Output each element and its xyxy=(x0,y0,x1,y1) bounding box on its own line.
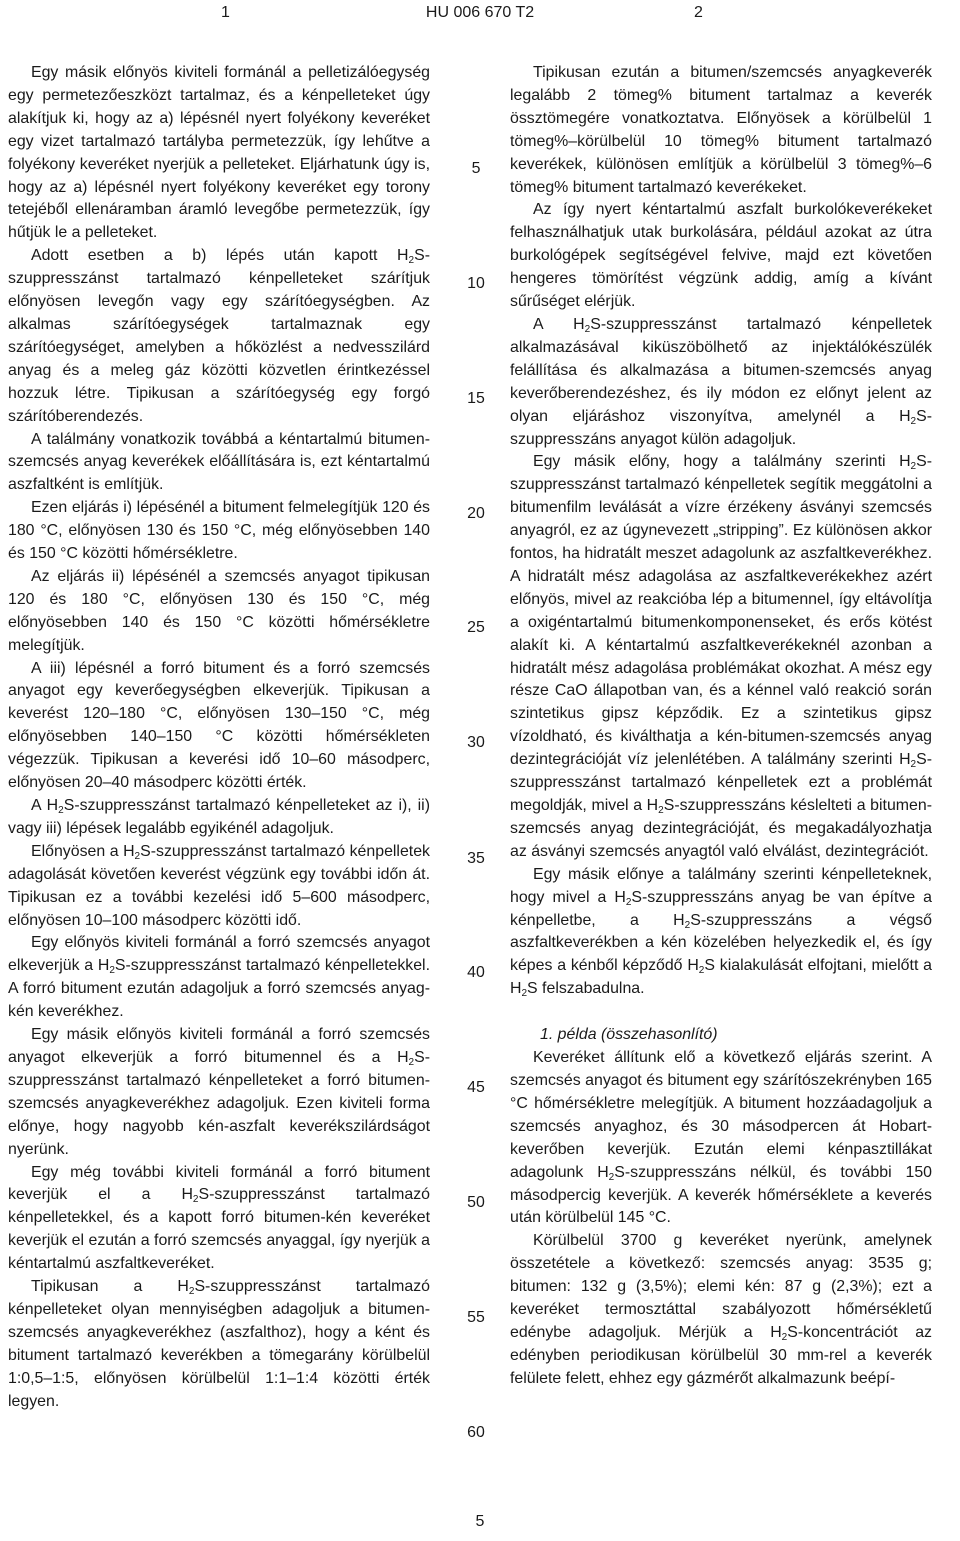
left-paragraph: Egy még további kiviteli formánál a forró bitument keverjük el a $H_2S$-szuppresszánst tartalmazó kénpelletekkel, és a kapott forró bitumen-kén keveréket keverjük el ezután a forró szemcsés anyaggal, így nyerjük a kéntartalmú aszfaltkeveréket. xyxy=(8,1163,430,1273)
example-heading: 1. példa (összehasonlító) xyxy=(540,1026,718,1044)
subscript-2: 2 xyxy=(910,461,917,473)
line-number: 50 xyxy=(467,1194,485,1211)
right-paragraph: Egy másik előny, hogy a találmány szerinti $H_2S$-szuppresszánst tartalmazó kénpelletek segítik meggátolni a bitumenfilm leválását a vízre érzékeny ásványi szemcsés anyagról, ez az úgynevezett „stripping”. Ez különösen akkor fontos, ha hidratált meszet adagolunk az aszfaltkeverékhez. A hidratált mész adagolása az aszfaltkeverékekhez azért előnyös, mivel az reakcióba lép a bitumennel, így eltávolítja a oxigéntartalmú bitumenkomponenseket, és erős kötést alakít ki. A kéntartalmú aszfaltkeverékeknél azonban a hidratált mész adagolása problémákat okozhat. A mész egy része CaO állapotban van, és a kénnel való reakció során szintetikus gipsz képződik. Ez a szintetikus gipsz vízoldható, és kiválthatja a kén-bitumen-szemcsés anyag dezintegrációját víz jelenlétében. A találmány szerinti $H_2S$-szuppresszánst tartalmazó kénpelletek ezt a problémát megoldják, mivel a $H_2S$-szuppresszáns késlelteti a bitumen-szemcsés anyag dezintegrációját, és megakadályozhatja az ásványi szemcsés anyagtól való elválást, dezintegrációt. xyxy=(510,453,932,860)
left-paragraph: Ezen eljárás i) lépésénél a bitument felmelegítjük 120 és 180 °C, előnyösen 130 és 150 °C, még előnyösebben 140 és 150 °C közötti hőmérsékletre. xyxy=(8,499,430,563)
subscript-2: 2 xyxy=(58,805,64,816)
page-header xyxy=(0,4,960,30)
right-paragraph: Körülbelül 3700 g keveréket nyerünk, amelynek összetétele a következő: szemcsés anyag: 3535 g; bitumen: 132 g (3,5%); elemi kén: 87 g (2,3%); ezt a keveréket termosztáttal szabályozott hőmérsékletű edénybe adagoljuk. Mérjük a $H_2S$-koncentrációt az edényben periodikusan körülbelül 30 mm-rel a keverék felülete felett, ehhez egy gázmérőt alkalmazunk beépí- xyxy=(510,1232,932,1387)
line-number: 5 xyxy=(471,160,481,177)
line-number: 55 xyxy=(467,1309,485,1326)
subscript-2: 2 xyxy=(781,1331,788,1343)
line-number: 35 xyxy=(467,850,485,867)
left-paragraph: Adott esetben a b) lépés után kapott $H_2S$-szuppresszánst tartalmazó kénpelleteket szárítjuk előnyösen levegőn vagy egy szárítóegységben. Az alkalmas szárítóegységek tartalmaznak egy szárítóegységet, amelyben a hőközlést a nedvesszilárd anyag és a meleg gáz közötti közvetlen érintkezéssel hozzuk létre. Tipikusan a szárítóegység egy forgó szárítóberendezés. xyxy=(8,247,430,425)
line-number: 30 xyxy=(467,734,485,751)
left-paragraph: Egy másik előnyös kiviteli formánál a forró szemcsés anyagot elkeverjük a forró bitumennel és a $H_2S$-szuppresszánst tartalmazó kénpelleteket a forró bitumen-szemcsés anyagkeverékhez adagoljuk. Ezen kiviteli forma előnye, hogy nagyobb kén-aszfalt keverékszilárdságot nyerünk. xyxy=(8,1026,430,1158)
line-number: 20 xyxy=(467,505,485,522)
line-number: 10 xyxy=(467,275,485,292)
right-paragraph: Tipikusan ezután a bitumen/szemcsés anyagkeverék legalább 2 tömeg% bitument tartalmaz a keverék össztömegére vonatkoztatva. Előnyösek a körülbelül 1 tömeg%–körülbelül 10 tömeg% bitument tartalmazó keverékek, különösen említjük a körülbelül 3 tömeg%–6 tömeg% bitument tartalmazó keverékeket. xyxy=(510,64,932,196)
left-paragraph: Tipikusan a $H_2S$-szuppresszánst tartalmazó kénpelleteket olyan mennyiségben adagoljuk a bitumen-szemcsés anyagkeverékhez (aszfalthoz), hogy a ként és bitument tartalmazó keverékben a tömegarány körülbelül 1:0,5–1:5, előnyösen körülbelül 1:1–1:4 közötti érték legyen. xyxy=(8,1278,430,1410)
subscript-2: 2 xyxy=(658,805,664,816)
subscript-2: 2 xyxy=(188,1286,195,1298)
left-paragraph: A iii) lépésnél a forró bitument és a forró szemcsés anyagot egy keverőegységben elkeverjük. Tipikusan a keverést 120–180 °C, előnyösen 130–150 °C, még előnyösebben 140–150 °C közötti hőmérsékleten végezzük. Tipikusan a keverési idő 10–60 másodperc, előnyösen 20–40 másodperc közötti érték. xyxy=(8,659,430,792)
left-paragraph: A találmány vonatkozik továbbá a kéntartalmú bitumen-szemcsés anyag keverékek előállítására is, ezt kéntartalmú aszfaltként is említjük. xyxy=(8,430,430,494)
right-column xyxy=(510,62,932,1391)
left-paragraph: Előnyösen a $H_2S$-szuppresszánst tartalmazó kénpelletek adagolását követően keverést végzünk egy további időn át. Tipikusan ez a további kezelési idő 5–600 másodperc, előnyösen 10–100 másodperc közötti idő. xyxy=(8,842,430,929)
subscript-2: 2 xyxy=(521,988,528,1000)
left-paragraph: A $H_2S$-szuppresszánst tartalmazó kénpelleteket az i), ii) vagy iii) lépések legalább egyikénél adagoljuk. xyxy=(8,797,430,837)
subscript-2: 2 xyxy=(192,1194,199,1206)
subscript-2: 2 xyxy=(584,323,591,335)
subscript-2: 2 xyxy=(408,1056,415,1068)
subscript-2: 2 xyxy=(625,896,632,908)
line-number: 40 xyxy=(467,964,485,981)
left-page-number: 1 xyxy=(221,4,230,21)
right-paragraph: A $H_2S$-szuppresszánst tartalmazó kénpelletek alkalmazásával kiküszöbölhető az injektálókészülék felállítása és alkalmazása a bitumen-szemcsés anyag keverőberendezéshez, és ily módon ez előnyt jelent az olyan eljáráshoz viszonyítva, amelynél a $H_2S$-szuppresszáns anyagot külön adagoljuk. xyxy=(510,315,932,448)
line-number: 45 xyxy=(467,1079,485,1096)
subscript-2: 2 xyxy=(910,759,917,771)
document-number: HU 006 670 T2 xyxy=(425,4,535,21)
right-paragraph: Egy másik előnye a találmány szerinti kénpelleteknek, hogy mivel a $H_2S$-szuppresszáns anyag be van építve a kénpelletbe, a $H_2S$-szuppresszáns a végső aszfaltkeverékben a kén közelében helyezkedik el, és így képes a kénből képződő $H_2S$ kialakulását elfojtani, mielőtt a $H_2S$ felszabadulna. xyxy=(510,865,933,1000)
subscript-2: 2 xyxy=(608,1171,615,1183)
line-number: 60 xyxy=(467,1424,485,1441)
left-column xyxy=(8,62,430,1413)
right-paragraph: Keveréket állítunk elő a következő eljárás szerint. A szemcsés anyagot és bitument egy szárítószekrényben 165 °C hőmérsékletre melegítjük. A bitument hozzáadagoljuk a szemcsés anyaghoz, és 30 másodpercen át Hobart-keverőben keverjük. Ezután elemi kénpasztillákat adagolunk $H_2S$-szuppresszáns nélkül, és további 150 másodpercig keverjük. A keverék hőmérséklete a keverés után körülbelül 145 °C. xyxy=(510,1049,932,1227)
subscript-2: 2 xyxy=(109,965,115,977)
left-paragraph: Egy másik előnyös kiviteli formánál a pelletizálóegység egy permetezőeszközt tartalmaz, és a kénpelleteket úgy alakítjuk ki, hogy az a) lépésnél nyert folyékony keveréket egy vizet tartalmazó tartályba permetezzük, így lehűtve a folyékony keveréket nyerjük a pelleteket. Eljárhatunk úgy is, hogy az a) lépésnél nyert folyékony keveréket egy torony tetejéből ellenáramban áramló levegőbe permetezzük, így hűtjük le a pelleteket. xyxy=(8,64,430,242)
page-number: 5 xyxy=(475,1513,485,1530)
right-page-number: 2 xyxy=(694,4,703,21)
left-paragraph: Az eljárás ii) lépésénél a szemcsés anyagot tipikusan 120 és 180 °C, előnyösen 130 és 150 °C, még előnyösebben 140 és 150 °C közötti hőmérsékletre melegítjük. xyxy=(8,567,430,654)
subscript-2: 2 xyxy=(408,255,415,267)
line-number: 15 xyxy=(467,390,485,407)
right-paragraph: Az így nyert kéntartalmú aszfalt burkolókeverékeket felhasználhatjuk utak burkolására, például azokat az útra burkológépek segítségével felvive, majd ezt követően hengeres tömörítést végzünk addig, amíg a kívánt sűrűséget elérjük. xyxy=(510,201,932,311)
subscript-2: 2 xyxy=(698,965,705,977)
line-number: 25 xyxy=(467,619,485,636)
left-paragraph: Egy előnyös kiviteli formánál a forró szemcsés anyagot elkeverjük a $H_2S$-szuppresszánst tartalmazó kénpelletekkel. A forró bitument ezután adagoljuk a forró szemcsés anyag-kén keverékhez. xyxy=(8,934,430,1021)
subscript-2: 2 xyxy=(684,919,691,931)
subscript-2: 2 xyxy=(134,850,141,862)
subscript-2: 2 xyxy=(910,415,917,427)
